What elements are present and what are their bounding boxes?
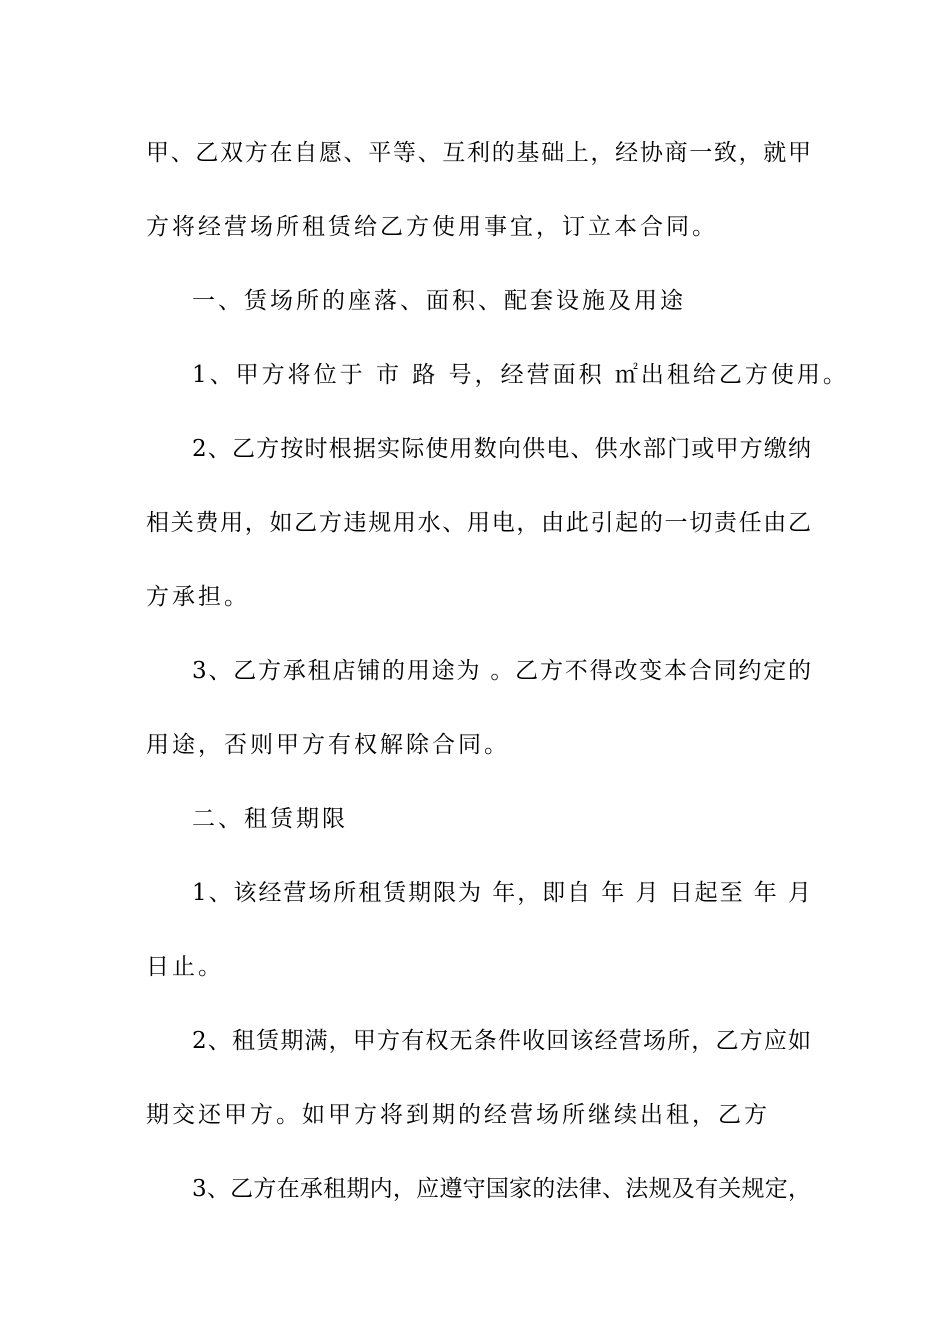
text-line: 2、租赁期满，甲方有权无条件收回该经营场所，乙方应如 — [192, 1028, 811, 1054]
text-line: 方承担。 — [146, 584, 250, 610]
text-line: 甲、乙双方在自愿、平等、互利的基础上，经协商一致，就甲 — [146, 140, 811, 166]
text-line: 用途，否则甲方有权解除合同。 — [146, 732, 510, 758]
text-line: 期交还甲方。如甲方将到期的经营场所继续出租，乙方 — [146, 1102, 770, 1128]
text-line: 相关费用，如乙方违规用水、用电，由此引起的一切责任由乙 — [146, 510, 811, 536]
text-line: 方将经营场所租赁给乙方使用事宜，订立本合同。 — [146, 214, 718, 240]
section-heading: 二、租赁期限 — [192, 806, 348, 832]
text-line: 1、该经营场所租赁期限为 年，即自 年 月 日起至 年 月 — [192, 880, 811, 906]
text-line: 3、乙方在承租期内，应遵守国家的法律、法规及有关规定， — [192, 1176, 811, 1202]
section-heading: 一、赁场所的座落、面积、配套设施及用途 — [192, 288, 686, 314]
text-line: 日止。 — [146, 954, 224, 980]
text-line: 3、乙方承租店铺的用途为 。乙方不得改变本合同约定的 — [192, 658, 811, 684]
text-line: 2、乙方按时根据实际使用数向供电、供水部门或甲方缴纳 — [192, 436, 811, 462]
document-body — [146, 135, 849, 1245]
text-line: 1、甲方将位于 市 路 号，经营面积 ㎡出租给乙方使用。 — [192, 362, 849, 388]
